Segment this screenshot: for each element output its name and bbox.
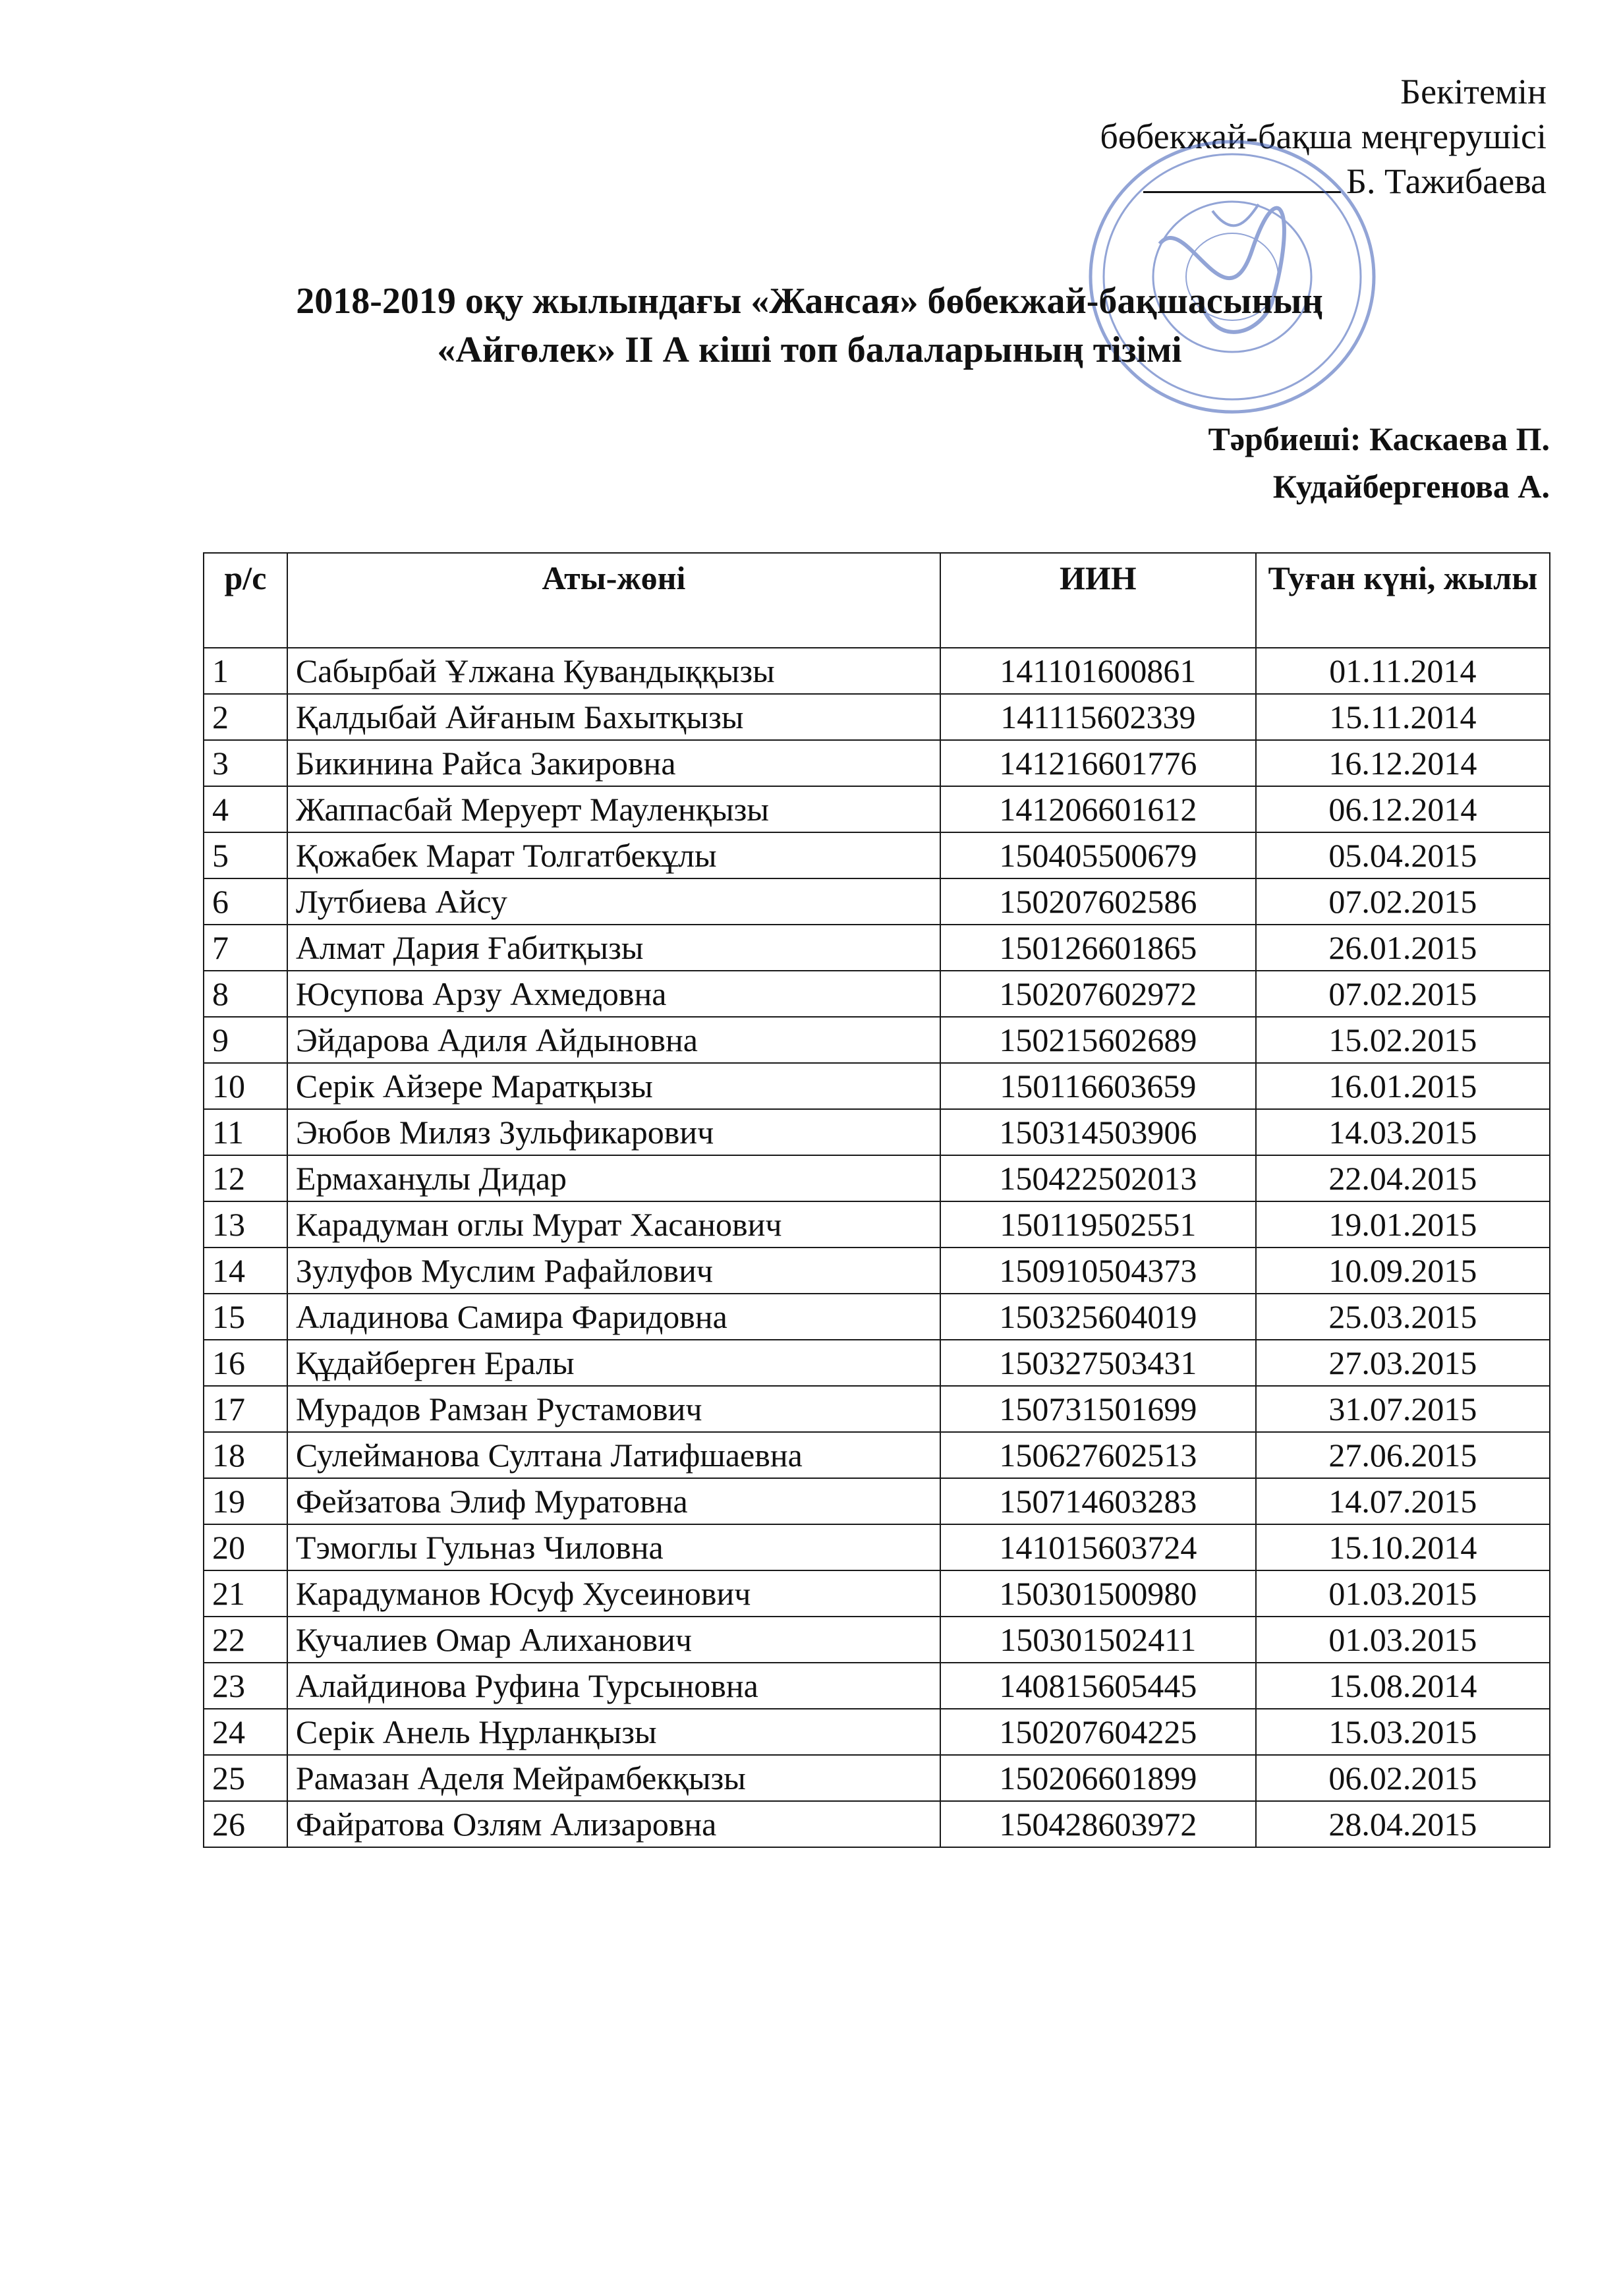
row-iin-cell: 150714603283 [940,1478,1256,1524]
row-iin-cell: 150327503431 [940,1340,1256,1386]
row-dob-cell: 26.01.2015 [1256,925,1550,971]
title-line-1: 2018-2019 оқу жылындағы «Жансая» бөбекжай-бақшасының [296,281,1323,322]
row-iin-cell: 150910504373 [940,1248,1256,1294]
row-name-cell: Серік Анель Нұрланқызы [287,1709,940,1755]
row-iin-cell: 141206601612 [940,786,1256,832]
row-iin-cell: 150119502551 [940,1201,1256,1248]
table-row [204,971,1550,1017]
row-num-cell: 11 [204,1109,287,1155]
row-name-cell: Аладинова Самира Фаридовна [287,1294,940,1340]
row-num-cell: 23 [204,1663,287,1709]
teacher-line-1: Тәрбиеші: Каскаева П. [1208,420,1550,457]
table-row [204,1801,1550,1847]
table-row [204,1201,1550,1248]
row-iin-cell: 150116603659 [940,1063,1256,1109]
row-name-cell: Ермаханұлы Дидар [287,1155,940,1201]
row-num-cell: 9 [204,1017,287,1063]
row-num-cell: 26 [204,1801,287,1847]
row-num-cell: 10 [204,1063,287,1109]
header-name: Аты-жөні [287,553,940,648]
table-row [204,1663,1550,1709]
row-name-cell: Эйдарова Адиля Айдыновна [287,1017,940,1063]
row-name-cell: Рамазан Аделя Мейрамбекқызы [287,1755,940,1801]
row-num-cell: 5 [204,832,287,878]
row-name-cell: Эюбов Миляз Зульфикарович [287,1109,940,1155]
row-num-cell: 24 [204,1709,287,1755]
row-iin-cell: 150405500679 [940,832,1256,878]
row-num-cell: 4 [204,786,287,832]
table-row [204,1478,1550,1524]
row-iin-cell: 150731501699 [940,1386,1256,1432]
row-dob-cell: 25.03.2015 [1256,1294,1550,1340]
row-iin-cell: 150325604019 [940,1294,1256,1340]
row-iin-cell: 141115602339 [940,694,1256,740]
row-num-cell: 3 [204,740,287,786]
row-num-cell: 20 [204,1524,287,1570]
teachers-block [1208,415,1550,510]
header-num: р/с [204,553,287,648]
row-num-cell: 8 [204,971,287,1017]
table-row [204,694,1550,740]
row-dob-cell: 01.03.2015 [1256,1617,1550,1663]
row-name-cell: Сулейманова Султана Латифшаевна [287,1432,940,1478]
row-num-cell: 18 [204,1432,287,1478]
row-dob-cell: 14.03.2015 [1256,1109,1550,1155]
row-name-cell: Алмат Дария Ғабитқызы [287,925,940,971]
row-num-cell: 2 [204,694,287,740]
table-row [204,1017,1550,1063]
row-num-cell: 14 [204,1248,287,1294]
row-name-cell: Кучалиев Омар Алиханович [287,1617,940,1663]
row-name-cell: Файратова Озлям Ализаровна [287,1801,940,1847]
row-iin-cell: 150215602689 [940,1017,1256,1063]
row-dob-cell: 22.04.2015 [1256,1155,1550,1201]
row-name-cell: Бикинина Райса Закировна [287,740,940,786]
row-num-cell: 16 [204,1340,287,1386]
row-num-cell: 15 [204,1294,287,1340]
table-row [204,786,1550,832]
row-dob-cell: 28.04.2015 [1256,1801,1550,1847]
approval-position: бөбекжай-бақша меңгерушісі [1100,117,1547,156]
row-name-cell: Қожабек Марат Толгатбекұлы [287,832,940,878]
row-dob-cell: 15.03.2015 [1256,1709,1550,1755]
row-name-cell: Лутбиева Айсу [287,878,940,925]
row-name-cell: Карадуман оглы Мурат Хасанович [287,1201,940,1248]
row-iin-cell: 141015603724 [940,1524,1256,1570]
table-row [204,1432,1550,1478]
row-dob-cell: 15.02.2015 [1256,1017,1550,1063]
table-row [204,1524,1550,1570]
row-name-cell: Қалдыбай Айғаным Бахытқызы [287,694,940,740]
row-name-cell: Карадуманов Юсуф Хусеинович [287,1570,940,1617]
row-iin-cell: 150207602972 [940,971,1256,1017]
row-name-cell: Зулуфов Муслим Рафайлович [287,1248,940,1294]
row-dob-cell: 06.02.2015 [1256,1755,1550,1801]
row-name-cell: Алайдинова Руфина Турсыновна [287,1663,940,1709]
table-row [204,925,1550,971]
row-num-cell: 1 [204,648,287,694]
row-dob-cell: 15.08.2014 [1256,1663,1550,1709]
row-name-cell: Құдайберген Ералы [287,1340,940,1386]
row-dob-cell: 14.07.2015 [1256,1478,1550,1524]
table-body [204,648,1550,1847]
table-row [204,1294,1550,1340]
table-row [204,740,1550,786]
table-row [204,1755,1550,1801]
row-iin-cell: 141216601776 [940,740,1256,786]
row-num-cell: 25 [204,1755,287,1801]
row-iin-cell: 150301500980 [940,1570,1256,1617]
row-num-cell: 12 [204,1155,287,1201]
row-dob-cell: 07.02.2015 [1256,971,1550,1017]
row-name-cell: Мурадов Рамзан Рустамович [287,1386,940,1432]
row-dob-cell: 15.10.2014 [1256,1524,1550,1570]
table-header-row [204,553,1550,648]
table-row [204,1570,1550,1617]
row-iin-cell: 150207604225 [940,1709,1256,1755]
approval-title: Бекітемін [1400,72,1547,111]
row-dob-cell: 16.01.2015 [1256,1063,1550,1109]
table-row [204,1617,1550,1663]
approval-signer: Б. Тажибаева [1346,161,1547,201]
row-num-cell: 21 [204,1570,287,1617]
row-dob-cell: 15.11.2014 [1256,694,1550,740]
row-dob-cell: 16.12.2014 [1256,740,1550,786]
row-dob-cell: 05.04.2015 [1256,832,1550,878]
row-iin-cell: 150126601865 [940,925,1256,971]
row-dob-cell: 27.03.2015 [1256,1340,1550,1386]
row-name-cell: Фейзатова Элиф Муратовна [287,1478,940,1524]
table-row [204,1109,1550,1155]
row-name-cell: Юсупова Арзу Ахмедовна [287,971,940,1017]
row-num-cell: 7 [204,925,287,971]
row-iin-cell: 150314503906 [940,1109,1256,1155]
table-row [204,1340,1550,1386]
table-row [204,648,1550,694]
row-iin-cell: 150301502411 [940,1617,1256,1663]
header-dob: Туған күні, жылы [1256,553,1550,648]
row-iin-cell: 141101600861 [940,648,1256,694]
table-row [204,1386,1550,1432]
row-dob-cell: 10.09.2015 [1256,1248,1550,1294]
row-num-cell: 17 [204,1386,287,1432]
row-name-cell: Тэмоглы Гульназ Чиловна [287,1524,940,1570]
row-dob-cell: 01.03.2015 [1256,1570,1550,1617]
row-num-cell: 22 [204,1617,287,1663]
row-num-cell: 13 [204,1201,287,1248]
row-dob-cell: 31.07.2015 [1256,1386,1550,1432]
row-dob-cell: 07.02.2015 [1256,878,1550,925]
table-row [204,1248,1550,1294]
row-dob-cell: 19.01.2015 [1256,1201,1550,1248]
teacher-line-2: Кудайбергенова А. [1272,468,1550,505]
row-iin-cell: 140815605445 [940,1663,1256,1709]
row-name-cell: Сабырбай Ұлжана Кувандыққызы [287,648,940,694]
children-roster-table [203,552,1550,1848]
row-num-cell: 6 [204,878,287,925]
header-iin: ИИН [940,553,1256,648]
row-iin-cell: 150627602513 [940,1432,1256,1478]
table-row [204,1155,1550,1201]
row-num-cell: 19 [204,1478,287,1524]
table-row [204,878,1550,925]
table-row [204,832,1550,878]
table-row [204,1709,1550,1755]
row-iin-cell: 150207602586 [940,878,1256,925]
row-iin-cell: 150206601899 [940,1755,1256,1801]
row-dob-cell: 27.06.2015 [1256,1432,1550,1478]
row-dob-cell: 06.12.2014 [1256,786,1550,832]
row-iin-cell: 150422502013 [940,1155,1256,1201]
row-name-cell: Жаппасбай Меруерт Мауленқызы [287,786,940,832]
document-title [0,277,1619,374]
row-iin-cell: 150428603972 [940,1801,1256,1847]
row-name-cell: Серік Айзере Маратқызы [287,1063,940,1109]
title-line-2: «Айгөлек» II А кіші топ балаларының тізімі [437,330,1182,370]
table-row [204,1063,1550,1109]
row-dob-cell: 01.11.2014 [1256,648,1550,694]
